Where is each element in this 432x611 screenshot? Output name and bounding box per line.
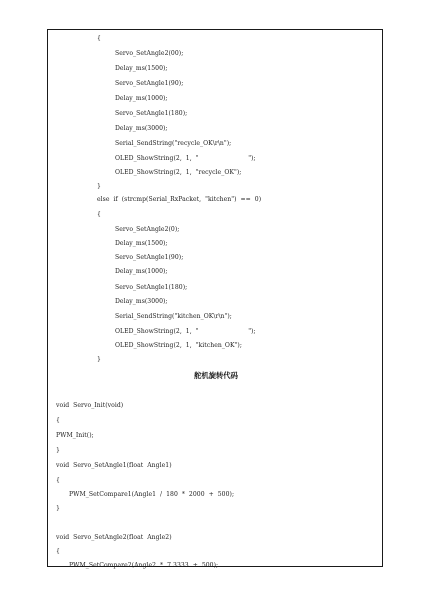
code-line: }: [56, 447, 60, 454]
code-line: {: [56, 477, 60, 484]
code-line: Delay_ms(3000);: [115, 298, 168, 305]
code-line: Serial_SendString("kitchen_OK\r\n");: [115, 313, 232, 320]
code-line: {: [56, 548, 60, 555]
code-line: Serial_SendString("recycle_OK\r\n");: [115, 140, 232, 147]
code-line: Delay_ms(1000);: [115, 268, 168, 275]
code-line: }: [56, 505, 60, 512]
code-line: Delay_ms(1500);: [115, 240, 168, 247]
code-line: else if (strcmp(Serial_RxPacket, "kitchen") == 0): [97, 196, 262, 203]
code-line: Servo_SetAngle1(90);: [115, 254, 184, 261]
code-line: {: [97, 211, 101, 218]
code-line: Servo_SetAngle2(00);: [115, 50, 184, 57]
code-line: PWM_SetCompare1(Angle1 / 180 * 2000 + 500);: [69, 491, 235, 498]
code-line: PWM_SetCompare2(Angle2 * 7.3333 + 500);: [69, 562, 219, 569]
code-line: Delay_ms(1000);: [115, 95, 168, 102]
code-line: Servo_SetAngle2(0);: [115, 226, 180, 233]
code-line: OLED_ShowString(2, 1, "kitchen_OK");: [115, 342, 242, 349]
code-line: PWM_Init();: [56, 432, 94, 439]
code-line: Servo_SetAngle1(90);: [115, 80, 184, 87]
code-line: OLED_ShowString(2, 1, " ");: [115, 328, 256, 335]
document-page: [47, 29, 383, 567]
code-line: {: [56, 417, 60, 424]
code-line: OLED_ShowString(2, 1, "recycle_OK");: [115, 169, 242, 176]
code-line: }: [97, 183, 101, 190]
code-line: Servo_SetAngle1(180);: [115, 284, 188, 291]
code-line: Servo_SetAngle1(180);: [115, 110, 188, 117]
code-line: }: [97, 356, 101, 363]
code-line: void Servo_SetAngle1(float Angle1): [56, 462, 172, 469]
code-line: OLED_ShowString(2, 1, " ");: [115, 155, 256, 162]
code-line: Delay_ms(1500);: [115, 65, 168, 72]
code-line: Delay_ms(3000);: [115, 125, 168, 132]
code-line: {: [97, 35, 101, 42]
figure-caption: 舵机旋转代码: [194, 371, 238, 380]
code-line: void Servo_SetAngle2(float Angle2): [56, 534, 172, 541]
code-line: void Servo_Init(void): [56, 402, 124, 409]
